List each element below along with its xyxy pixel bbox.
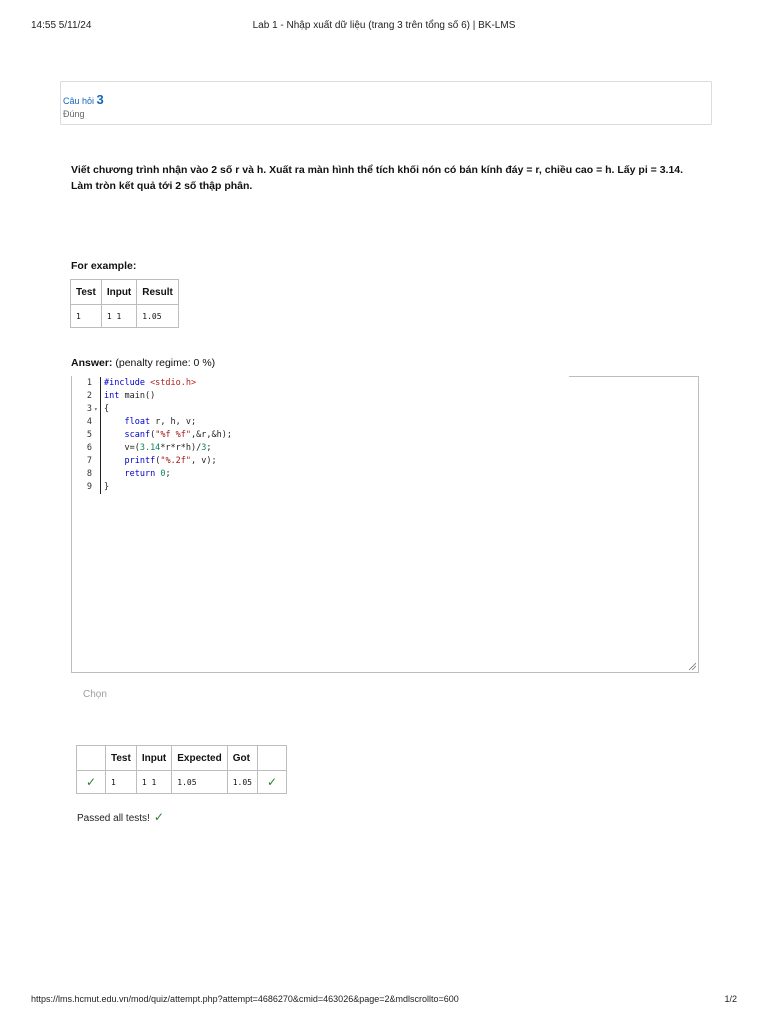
example-col-input: Input (101, 280, 136, 305)
row-check-icon: ✓ (77, 771, 106, 794)
example-table (70, 279, 179, 328)
results-cell-got: 1.05 (227, 771, 257, 794)
resize-handle-icon[interactable] (688, 662, 696, 670)
example-col-test: Test (71, 280, 102, 305)
example-cell-result: 1.05 (137, 305, 179, 328)
line-number: 1 (86, 378, 92, 388)
line-number: 2 (86, 391, 92, 401)
results-col-input: Input (136, 746, 171, 771)
question-info-box (60, 81, 712, 125)
code-line[interactable]: float r, h, v; (124, 417, 197, 427)
penalty-regime: (penalty regime: 0 %) (115, 357, 216, 369)
answer-label-line (71, 357, 215, 369)
question-text (71, 162, 711, 194)
results-col-test: Test (106, 746, 137, 771)
results-col-expected: Expected (172, 746, 227, 771)
code-content[interactable] (104, 377, 232, 494)
example-table-header-row (71, 280, 179, 305)
table-row (77, 771, 287, 794)
passed-text: Passed all tests! (77, 813, 150, 824)
line-number: 8 (86, 469, 92, 479)
question-text-line-1: Viết chương trình nhận vào 2 số r và h. Xuất ra màn hình thể tích khối nón có bán kính đáy = r, chiều cao = h. Lấy pi = 3.14. (71, 164, 684, 176)
gutter-divider (100, 377, 101, 494)
choose-button[interactable]: Chọn (83, 689, 107, 700)
line-number-gutter (72, 377, 102, 494)
line-number: 4 (86, 417, 92, 427)
code-line[interactable]: } (104, 482, 110, 492)
question-state: Đúng (63, 109, 85, 119)
results-col-got: Got (227, 746, 257, 771)
results-col-status (77, 746, 106, 771)
results-cell-input: 1 1 (136, 771, 171, 794)
results-table (76, 745, 287, 794)
fold-arrow-icon[interactable]: ▾ (94, 406, 98, 413)
results-cell-expected: 1.05 (172, 771, 227, 794)
example-cell-test: 1 (71, 305, 102, 328)
page-title: Lab 1 - Nhập xuất dữ liệu (trang 3 trên tổng số 6) | BK-LMS (252, 20, 516, 31)
code-editor[interactable] (71, 376, 699, 673)
passed-all-tests (77, 810, 164, 824)
code-line[interactable]: #include <stdio.h> (104, 378, 197, 388)
question-number: 3 (96, 92, 104, 107)
line-number: 9 (86, 482, 92, 492)
footer-url: https://lms.hcmut.edu.vn/mod/quiz/attempt.php?attempt=4686270&cmid=463026&page=2&mdlscrollto=600 (31, 994, 459, 1004)
results-header-row (77, 746, 287, 771)
code-line[interactable]: { (104, 404, 110, 414)
line-number: 5 (86, 430, 92, 440)
passed-check-icon: ✓ (153, 810, 164, 824)
question-text-line-2: Làm tròn kết quả tới 2 số thập phân. (71, 180, 253, 192)
code-line[interactable]: return 0; (124, 469, 171, 479)
footer-page-number: 1/2 (724, 994, 737, 1004)
question-number-label (63, 92, 104, 107)
line-number: 3 ▾ (86, 404, 98, 414)
example-col-result: Result (137, 280, 179, 305)
code-line[interactable]: v=(3.14*r*r*h)/3; (104, 443, 212, 453)
example-cell-input: 1 1 (101, 305, 136, 328)
code-line[interactable]: printf("%.2f", v); (124, 456, 217, 466)
results-col-mark (258, 746, 287, 771)
got-check-icon: ✓ (258, 771, 287, 794)
question-label-text: Câu hỏi (63, 96, 95, 106)
line-number: 6 (86, 443, 92, 453)
table-row (71, 305, 179, 328)
for-example-heading: For example: (71, 260, 137, 272)
print-datetime: 14:55 5/11/24 (31, 20, 92, 31)
code-line[interactable]: scanf("%f %f",&r,&h); (124, 430, 232, 440)
code-line[interactable]: int main() (104, 391, 156, 401)
answer-label: Answer: (71, 357, 113, 369)
line-number: 7 (86, 456, 92, 466)
results-cell-test: 1 (106, 771, 137, 794)
